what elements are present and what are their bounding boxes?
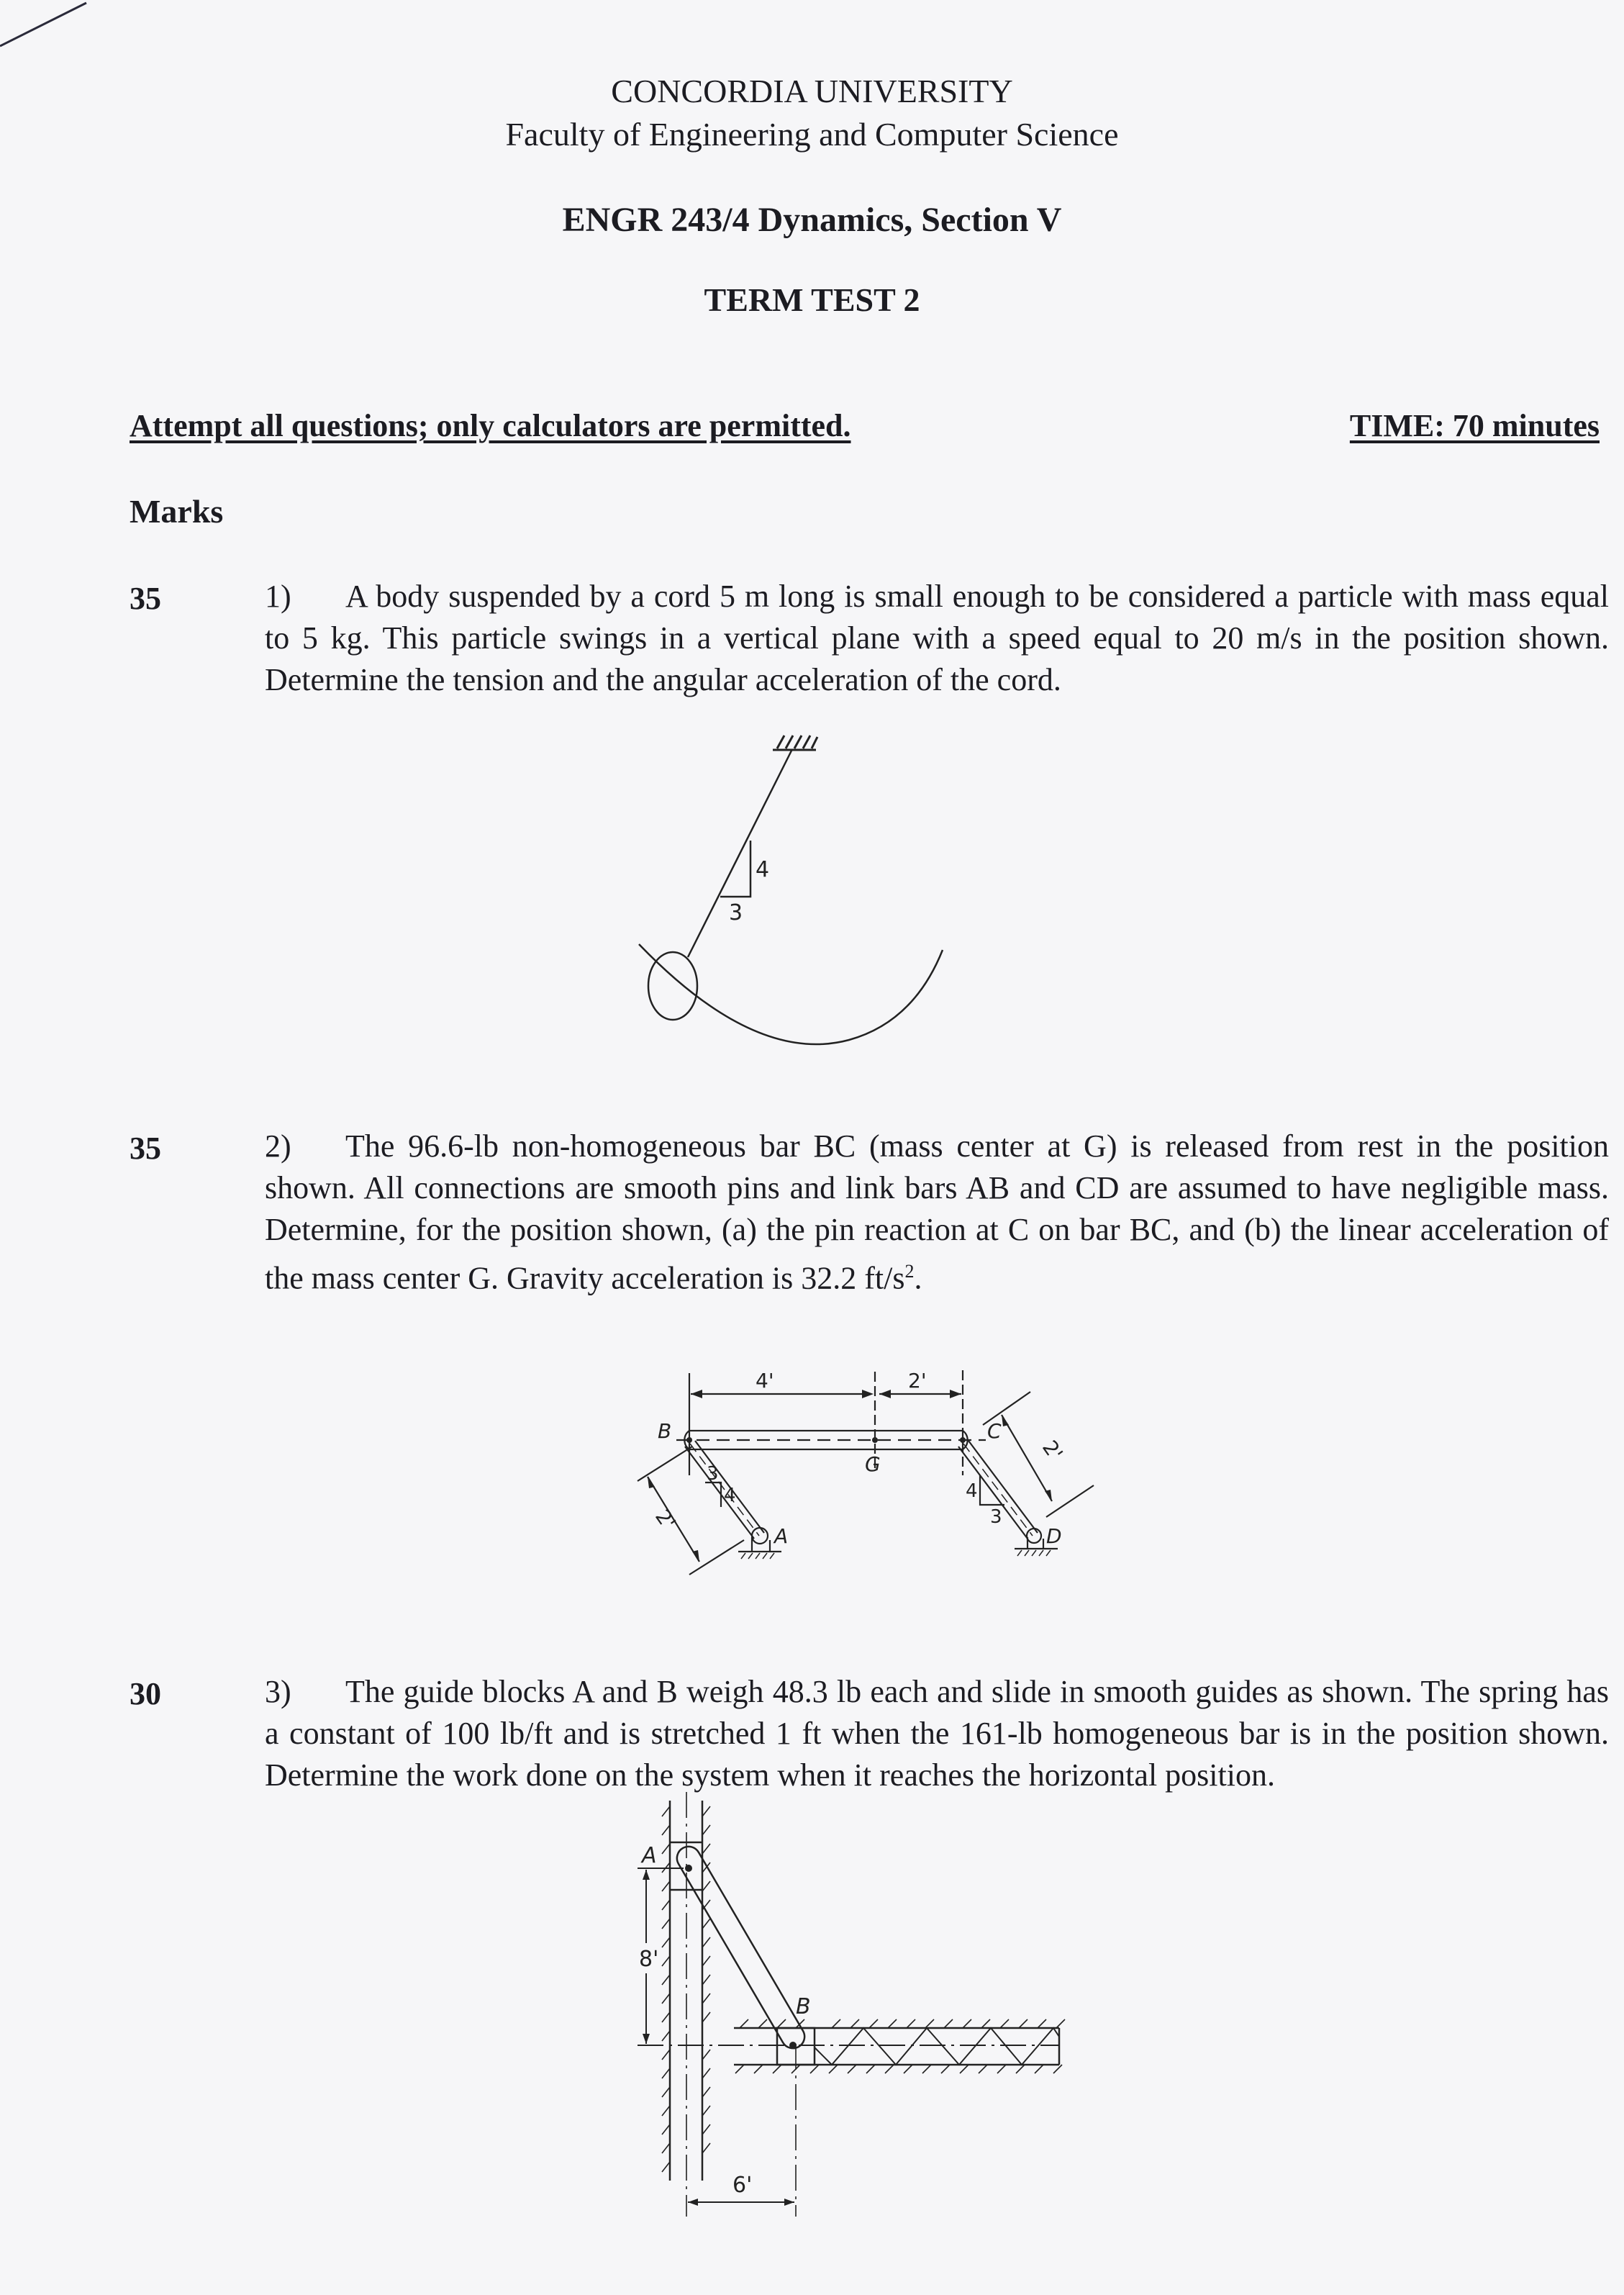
marks-heading: Marks <box>130 493 224 530</box>
mass-center-g <box>872 1437 878 1443</box>
question-3-number: 3) <box>265 1674 291 1709</box>
pin-d <box>1027 1529 1041 1543</box>
label-a: A <box>642 1843 657 1868</box>
question-3-marks: 30 <box>130 1676 161 1711</box>
label-b: B <box>658 1419 672 1443</box>
ground-hatch-d <box>1017 1550 1051 1556</box>
question-2-text <box>265 1126 1609 1300</box>
ext-ab-top <box>638 1447 692 1481</box>
arrowhead <box>691 1390 702 1398</box>
slope-horizontal-label: 3 <box>729 900 743 925</box>
arrowhead <box>862 1390 874 1398</box>
pen-mark <box>0 0 101 58</box>
test-title: TERM TEST 2 <box>704 281 920 318</box>
arrowhead <box>688 2199 698 2206</box>
ext-cd-bottom <box>1046 1485 1094 1517</box>
pin-b <box>686 1437 692 1443</box>
dim-label-ab: 2' <box>650 1505 681 1534</box>
cord <box>688 751 791 957</box>
question-3-body: The guide blocks A and B weigh 48.3 lb each and slide in smooth guides as shown. The spring has a constant of 100 lb/ft and is stretched 1 ft when the 161-lb homogeneous bar is in the position shown. Determine the work done on the system when it reaches the horizontal position. <box>265 1674 1609 1793</box>
pin-a <box>752 1528 768 1544</box>
faculty-name: Faculty of Engineering and Computer Science <box>505 116 1119 153</box>
arrowhead <box>950 1390 961 1398</box>
label-d: D <box>1046 1524 1062 1548</box>
slope-ab-h: 3 <box>707 1463 719 1485</box>
sliding-bar-figure <box>612 1785 1115 2231</box>
bar-ab <box>677 1847 804 2048</box>
question-2-number: 2) <box>265 1128 291 1164</box>
arrowhead <box>692 1550 699 1562</box>
swing-path <box>639 944 943 1044</box>
superscript: 2 <box>904 1261 915 1282</box>
wall-hatching <box>662 1806 1065 2172</box>
pin-a <box>685 1865 692 1872</box>
slope-ab-v: 4 <box>724 1485 736 1506</box>
particle <box>648 952 697 1020</box>
label-g: G <box>865 1452 881 1476</box>
slope-triangle-ab <box>705 1483 721 1507</box>
ceiling-support <box>773 735 817 750</box>
arrowhead <box>1002 1415 1009 1426</box>
pin-c <box>960 1437 966 1443</box>
label-a: A <box>774 1524 789 1548</box>
university-name: CONCORDIA UNIVERSITY <box>611 73 1013 109</box>
question-3-text <box>265 1671 1609 1796</box>
dim-label-gc: 2' <box>908 1369 927 1393</box>
arrowhead <box>643 2034 650 2044</box>
spring <box>815 2028 1059 2065</box>
arrowhead <box>879 1390 891 1398</box>
dim-label-bg: 4' <box>756 1369 774 1393</box>
question-1-marks: 35 <box>130 581 161 616</box>
label-c: C <box>987 1419 1002 1443</box>
course-title: ENGR 243/4 Dynamics, Section V <box>562 201 1062 239</box>
arrowhead <box>648 1477 655 1488</box>
question-2-marks: 35 <box>130 1131 161 1166</box>
question-2-body: The 96.6-lb non-homogeneous bar BC (mass center at G) is released from rest in the position shown. All connections are smooth pins and link bars AB and CD are assumed to have negligible mass. Determine, for the position shown, (a) the pin reaction at C on bar BC, and (b) the linear acceleration of the mass center G. Gravity acceleration is 32.2 ft/s <box>265 1128 1609 1296</box>
arrowhead <box>1045 1490 1052 1501</box>
time-limit: TIME: 70 minutes <box>1349 408 1600 443</box>
arrowhead <box>643 1870 650 1880</box>
slope-cd-v: 4 <box>966 1480 978 1502</box>
question-1-number: 1) <box>265 579 291 614</box>
question-1-body: A body suspended by a cord 5 m long is small enough to be considered a particle with mass equal to 5 kg. This particle swings in a vertical plane with a speed equal to 20 m/s in the position shown. Determine the tension and the angular acceleration of the cord. <box>265 579 1609 697</box>
slope-triangle <box>720 841 750 897</box>
slope-vertical-label: 4 <box>756 857 770 882</box>
instructions: Attempt all questions; only calculators are permitted. <box>130 408 851 443</box>
pin-b <box>789 2042 797 2049</box>
arrowhead <box>784 2199 794 2206</box>
dim-label-cd: 2' <box>1037 1436 1068 1465</box>
slope-cd-h: 3 <box>990 1506 1002 1528</box>
dim-label-8: 8' <box>639 1947 659 1972</box>
pendulum-figure <box>612 720 1115 1051</box>
dim-label-6: 6' <box>732 2173 753 2198</box>
bar-linkage-figure <box>633 1353 1137 1598</box>
period: . <box>914 1260 922 1296</box>
question-1-text <box>265 576 1609 701</box>
ground-hatch-a <box>741 1553 774 1559</box>
label-b: B <box>796 1994 811 2019</box>
